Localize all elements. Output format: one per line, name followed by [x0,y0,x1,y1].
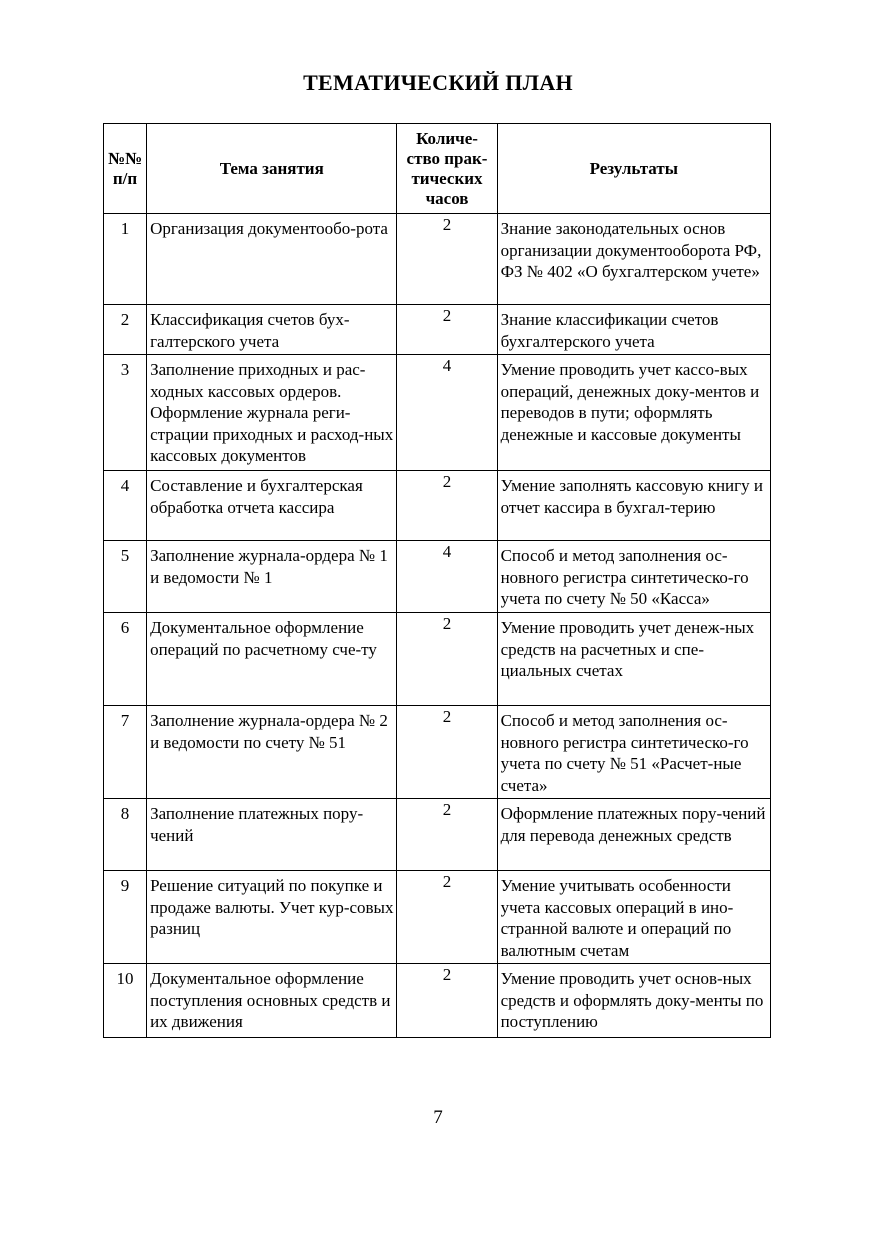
row-num: 4 [104,471,147,541]
row-topic: Заполнение платежных пору-чений [147,799,397,871]
row-topic: Классификация счетов бух-галтерского учета [147,305,397,355]
header-result [497,124,770,214]
row-topic: Документальное оформление операций по расчетному сче-ту [147,613,397,706]
header-topic [147,124,397,214]
row-num: 5 [104,541,147,613]
row-num: 10 [104,964,147,1038]
row-result: Умение заполнять кассовую книгу и отчет кассира в бухгал-терию [497,471,770,541]
table-row [104,706,771,799]
table-row [104,471,771,541]
row-hours: 4 [397,355,497,471]
row-topic: Составление и бухгалтерская обработка отчета кассира [147,471,397,541]
table-row [104,355,771,471]
row-topic: Заполнение журнала-ордера № 2 и ведомости по счету № 51 [147,706,397,799]
header-result-label: Результаты [589,158,678,178]
header-topic-label: Тема занятия [219,158,324,178]
table-row [104,799,771,871]
header-num-label: №№ п/п [107,148,143,188]
row-hours: 2 [397,871,497,964]
row-hours: 2 [397,706,497,799]
table-row [104,613,771,706]
page-number: 7 [433,1107,443,1128]
thematic-plan-table [103,123,771,1038]
row-hours: 2 [397,471,497,541]
table-row [104,871,771,964]
row-hours: 2 [397,964,497,1038]
row-result: Умение проводить учет денеж-ных средств на расчетных и спе-циальных счетах [497,613,770,706]
row-result: Способ и метод заполнения ос-новного регистра синтетическо-го учета по счету № 50 «Касса» [497,541,770,613]
row-result: Умение проводить учет кассо-вых операций, денежных доку-ментов и переводов в пути; оформлять денежные и кассовые документы [497,355,770,471]
row-result: Умение проводить учет основ-ных средств и оформлять доку-менты по поступлению [497,964,770,1038]
table-row [104,541,771,613]
row-result: Способ и метод заполнения ос-новного регистра синтетическо-го учета по счету № 51 «Расчет-ные счета» [497,706,770,799]
table-header-row [104,124,771,214]
row-topic: Документальное оформление поступления основных средств и их движения [147,964,397,1038]
header-num [104,124,147,214]
row-result: Знание классификации счетов бухгалтерского учета [497,305,770,355]
row-result: Знание законодательных основ организации документооборота РФ, ФЗ № 402 «О бухгалтерском учете» [497,214,770,305]
table-row [104,305,771,355]
row-num: 1 [104,214,147,305]
row-hours: 2 [397,613,497,706]
table-row [104,964,771,1038]
row-num: 3 [104,355,147,471]
header-hours-label: Количе-ство прак-тических часов [406,128,488,208]
row-num: 8 [104,799,147,871]
row-hours: 2 [397,305,497,355]
row-topic: Заполнение приходных и рас-ходных кассовых ордеров. Оформление журнала реги-страции приходных и расход-ных кассовых документов [147,355,397,471]
row-topic: Решение ситуаций по покупке и продаже валюты. Учет кур-совых разниц [147,871,397,964]
row-hours: 2 [397,214,497,305]
table-row [104,214,771,305]
row-num: 6 [104,613,147,706]
row-num: 2 [104,305,147,355]
row-num: 7 [104,706,147,799]
row-result: Умение учитывать особенности учета кассовых операций в ино-странной валюте и операций по валютным счетам [497,871,770,964]
row-topic: Организация документообо-рота [147,214,397,305]
row-hours: 2 [397,799,497,871]
page-title: ТЕМАТИЧЕСКИЙ ПЛАН [303,70,573,95]
header-hours [397,124,497,214]
row-num: 9 [104,871,147,964]
row-result: Оформление платежных пору-чений для перевода денежных средств [497,799,770,871]
row-hours: 4 [397,541,497,613]
row-topic: Заполнение журнала-ордера № 1 и ведомости № 1 [147,541,397,613]
